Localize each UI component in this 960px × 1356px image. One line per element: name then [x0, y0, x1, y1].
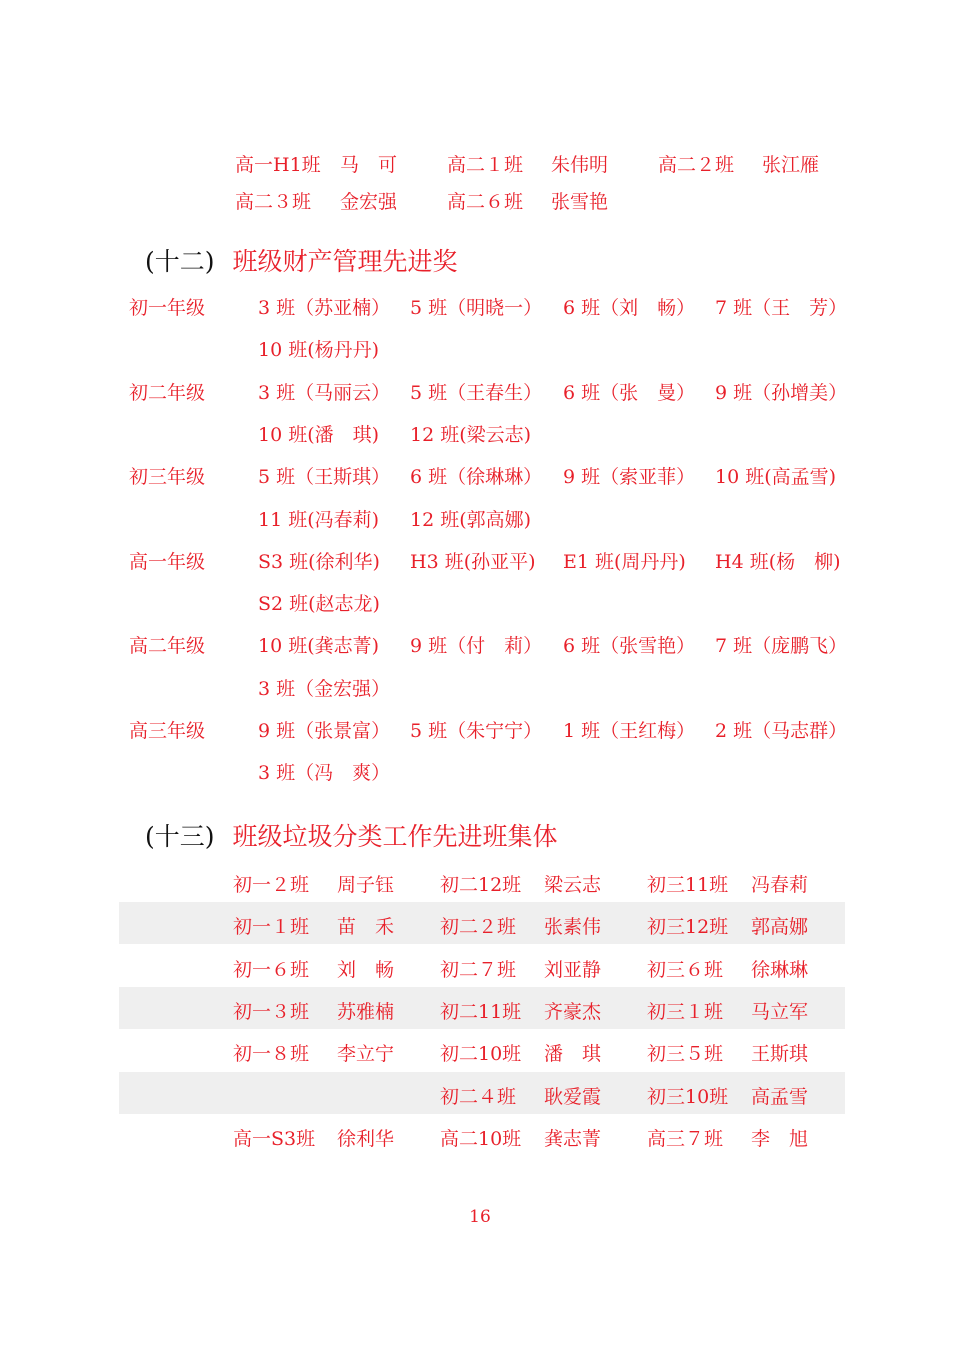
- class-label: 高二10班: [440, 1127, 522, 1150]
- class-award-entry: 11 班(冯春莉): [258, 508, 380, 531]
- class-label: 初三11班: [647, 874, 729, 896]
- class-award-entry: H4 班(杨 柳): [715, 550, 841, 573]
- grade-label: 高一年级: [129, 550, 206, 573]
- class-award-entry: 1 班（王红梅）: [563, 720, 696, 742]
- grade-award-row: [0, 758, 960, 798]
- class-award-entry: 6 班（刘 畅）: [563, 297, 696, 319]
- class-label: 高一S3班: [233, 1127, 316, 1150]
- class-label: 初二２班: [440, 916, 517, 939]
- class-award-entry: 10 班(潘 琪): [258, 423, 380, 446]
- table-row: [0, 1072, 960, 1114]
- class-award-entry: 2 班（马志群）: [715, 720, 848, 742]
- table-row: [0, 902, 960, 944]
- person-name: 潘 琪: [544, 1043, 602, 1066]
- grade-label: 初一年级: [129, 297, 206, 319]
- grade-award-row: [0, 293, 960, 333]
- grade-award-row: [0, 631, 960, 671]
- class-award-entry: H3 班(孙亚平): [410, 550, 536, 573]
- section-number: (十二): [145, 247, 215, 276]
- person-name: 张雪艳: [551, 191, 609, 213]
- person-name: 李 旭: [751, 1127, 809, 1150]
- grade-award-row: [0, 378, 960, 418]
- person-name: 梁云志: [544, 874, 602, 896]
- grade-award-row: [0, 505, 960, 545]
- person-name: 马立军: [751, 1000, 809, 1023]
- class-award-entry: 6 班（徐琳琳）: [410, 466, 543, 489]
- person-name: 张素伟: [544, 916, 602, 939]
- class-award-entry: 12 班(梁云志): [410, 423, 532, 446]
- class-award-entry: 6 班（张 曼）: [563, 381, 696, 404]
- class-label: 初二12班: [440, 874, 522, 896]
- class-label: 初一３班: [233, 1000, 310, 1023]
- class-award-entry: 5 班（朱宁宁）: [410, 720, 543, 742]
- person-name: 周子钰: [337, 874, 395, 896]
- class-award-entry: 12 班(郭高娜): [410, 508, 532, 531]
- class-award-entry: 9 班（孙增美）: [715, 381, 848, 404]
- grade-award-row: [0, 589, 960, 629]
- person-name: 朱伟明: [551, 154, 609, 176]
- class-award-entry: 6 班（张雪艳）: [563, 635, 696, 658]
- class-label: 高一H1班: [235, 154, 321, 176]
- section-title: 班级财产管理先进奖: [232, 247, 458, 276]
- class-label: 高二１班: [447, 154, 524, 176]
- person-name: 齐豪杰: [544, 1000, 602, 1023]
- section-number: (十三): [145, 822, 215, 851]
- section-heading-13: [145, 817, 558, 853]
- section-heading-12: [145, 242, 458, 278]
- class-award-entry: 5 班（王斯琪）: [258, 466, 391, 489]
- person-name: 金宏强: [340, 191, 398, 213]
- class-label: 初三12班: [647, 916, 729, 939]
- class-label: 初一８班: [233, 1043, 310, 1066]
- class-label: 初三10班: [647, 1085, 729, 1108]
- person-name: 刘 畅: [337, 958, 395, 981]
- class-award-entry: 3 班（冯 爽）: [258, 762, 391, 785]
- class-award-entry: 7 班（庞鹏飞）: [715, 635, 848, 658]
- class-award-entry: E1 班(周丹丹): [563, 550, 686, 573]
- class-label: 初三５班: [647, 1043, 724, 1066]
- grade-award-row: [0, 420, 960, 460]
- class-label: 初一１班: [233, 916, 310, 939]
- class-award-entry: 9 班（付 莉）: [410, 635, 543, 658]
- section-title: 班级垃圾分类工作先进班集体: [232, 822, 558, 851]
- table-row: [0, 945, 960, 987]
- person-name: 郭高娜: [751, 916, 809, 939]
- class-label: 高三７班: [647, 1127, 724, 1150]
- class-label: 初二10班: [440, 1043, 522, 1066]
- class-label: 初二４班: [440, 1085, 517, 1108]
- class-label: 初一２班: [233, 874, 310, 896]
- class-award-entry: 10 班(杨丹丹): [258, 339, 380, 362]
- person-name: 李立宁: [337, 1043, 395, 1066]
- grade-award-row: [0, 335, 960, 375]
- person-name: 马 可: [340, 154, 398, 176]
- grade-label: 初三年级: [129, 466, 206, 489]
- person-name: 王斯琪: [751, 1043, 809, 1066]
- class-label: 初三１班: [647, 1000, 724, 1023]
- class-label: 高二３班: [235, 191, 312, 213]
- class-label: 初二11班: [440, 1000, 522, 1023]
- table-row: [0, 987, 960, 1029]
- person-name: 刘亚静: [544, 958, 602, 981]
- class-award-entry: S2 班(赵志龙): [258, 593, 380, 616]
- class-label: 初二７班: [440, 958, 517, 981]
- class-label: 初三６班: [647, 958, 724, 981]
- class-award-entry: 5 班（明晓一）: [410, 297, 543, 319]
- grade-award-row: [0, 716, 960, 756]
- class-award-entry: 7 班（王 芳）: [715, 297, 848, 319]
- person-name: 高孟雪: [751, 1085, 809, 1108]
- person-name: 冯春莉: [751, 874, 809, 896]
- class-award-entry: 9 班（张景富）: [258, 720, 391, 742]
- person-name: 徐琳琳: [751, 958, 809, 981]
- person-name: 苏雅楠: [337, 1000, 395, 1023]
- class-label: 高二６班: [447, 191, 524, 213]
- class-award-entry: 5 班（王春生）: [410, 381, 543, 404]
- grade-award-row: [0, 462, 960, 502]
- table-row: [0, 860, 960, 902]
- class-award-entry: 3 班（马丽云）: [258, 381, 391, 404]
- class-award-entry: S3 班(徐利华): [258, 550, 380, 573]
- grade-label: 初二年级: [129, 381, 206, 404]
- person-name: 苗 禾: [337, 916, 395, 939]
- person-name: 龚志菁: [544, 1127, 602, 1150]
- class-label: 高二２班: [658, 154, 735, 176]
- class-award-entry: 3 班（金宏强）: [258, 677, 391, 700]
- table-row: [0, 1114, 960, 1156]
- class-award-entry: 10 班(龚志菁): [258, 635, 380, 658]
- class-award-entry: 3 班（苏亚楠）: [258, 297, 391, 319]
- page-number: 16: [469, 1207, 491, 1227]
- table-row: [0, 1029, 960, 1071]
- person-name: 张江雁: [762, 154, 820, 176]
- grade-award-row: [0, 674, 960, 714]
- grade-label: 高二年级: [129, 635, 206, 658]
- person-name: 耿爱霞: [544, 1085, 602, 1108]
- class-award-entry: 9 班（索亚菲）: [563, 466, 696, 489]
- grade-award-row: [0, 547, 960, 587]
- prev-award-row: [0, 187, 960, 227]
- grade-label: 高三年级: [129, 720, 206, 742]
- person-name: 徐利华: [337, 1127, 395, 1150]
- class-label: 初一６班: [233, 958, 310, 981]
- prev-award-row: [0, 150, 960, 190]
- class-award-entry: 10 班(高孟雪): [715, 466, 837, 489]
